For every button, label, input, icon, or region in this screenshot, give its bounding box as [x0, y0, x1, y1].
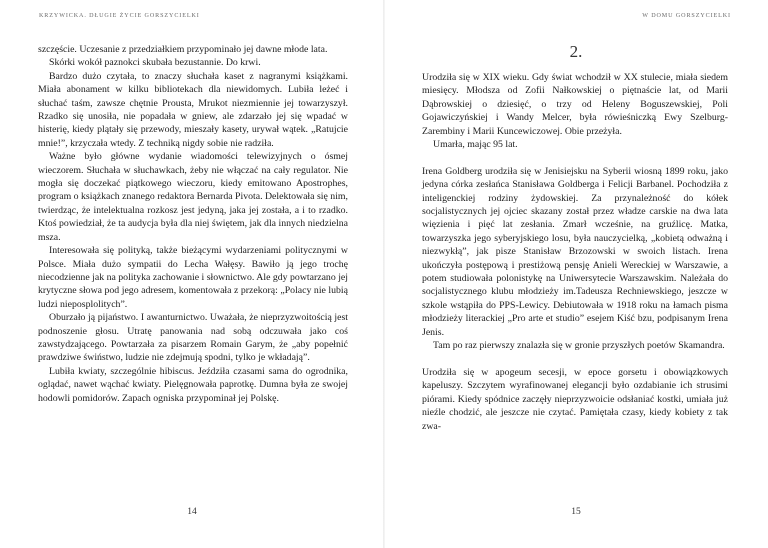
paragraph: Bardzo dużo czytała, to znaczy słuchała kaset z nagranymi książkami. Miała abonament w kilku bibliotekach dla niewidomych. Lubiła leżeć i słuchać taśm, zawsze chętnie Prousta, Mrukot niezmiennie jej towarzyszył. Rzadko się unosiła, nie popadała w gniew, ale zdarzało jej się wpadać w histerię, kiedy plątały się przewody, mieszały kasety, urywał wątek. „Ratujcie mnie!”, krzyczała wtedy. Z techniką nigdy sobie nie radziła.	[38, 70, 348, 149]
paragraph: Irena Goldberg urodziła się w Jenisiejsku na Syberii wiosną 1899 roku, jako jedyna córka zesłańca Stanisława Goldberga i Felicji Barbanel. Pochodziła z inteligenckiej rodziny żydowskiej. Za przynależność do kółek socjalistycznych jej ojciec skazany został przez władze carskie na dwa lata więzienia i pięć lat zesłania. Zmarł wcześnie, na gruźlicę. Matka, towarzyszka jego syberyjskiego losu, była nauczycielką, „kobietą odważną i niezwykłą”, jak pisze Stanisław Brzozowski w swoich listach. Irena ukończyła postępową i prestiżową pensję Anieli Wereckiej w Warszawie, a potem studiowała polonistykę na Uniwersytecie Warszawskim. Należała do socjalistycznego klubu młodzieży im.Tadeusza Rechniewskiego, jeszcze w szkole wstąpiła do PPS-Lewicy. Debiutowała w 1918 roku na łamach pisma młodzieży literackiej „Pro arte et studio” esejem Kiść bzu, podpisanym Irena Jenis.	[422, 165, 728, 338]
running-head-left: KRZYWICKA. DŁUGIE ŻYCIE GORSZYCIELKI	[39, 13, 200, 19]
left-page-text	[38, 43, 348, 405]
right-page-text	[422, 71, 728, 433]
paragraph: Urodziła się w XIX wieku. Gdy świat wchodził w XX stulecie, miała siedem miesięcy. Młodsza od Zofii Nałkowskiej o piętnaście lat, od Marii Dąbrowskiej o dziesięć, o trzy od Heleny Boguszewskiej, Poli Gojawiczyńskiej i Wandy Melcer, była rówieśniczką Ewy Szelburg-Zarembiny i Marii Kuncewiczowej. Obie przeżyła.	[422, 72, 728, 137]
page-number-left: 14	[187, 507, 197, 517]
paragraph: Interesowała się polityką, także bieżącymi wydarzeniami politycznymi w Polsce. Miała dużo sympatii do Lecha Wałęsy. Bawiło ją jego trochę niecodzienne jak na polityka zachowanie i słownictwo. Ale gdy powtarzano jej krytyczne słowa pod jego adresem, komentowała z przekorą: „Polacy nie lubią ludzi nieposplolitych”.	[38, 245, 348, 310]
paragraph: Tam po raz pierwszy znalazła się w gronie przyszłych poetów Skamandra.	[433, 340, 725, 352]
paragraph: Urodziła się w apogeum secesji, w epoce gorsetu i obowiązkowych kapeluszy. Szczytem wyrafinowanej elegancji było ozdabianie ich strusimi piórami. Kiedy spódnice zaczęły nieprzyzwoicie odsłaniać kostki, umiała już nieźle chodzić, ale jeszcze nie czytać. Pamiętała czasy, kiedy kobiety z tak zwa-	[422, 366, 728, 432]
chapter-number: 2.	[569, 42, 583, 61]
page-number-right: 15	[571, 507, 581, 517]
paragraph: Umarła, mając 95 lat.	[433, 139, 518, 151]
paragraph: szczęście. Uczesanie z przedziałkiem przypominało jej dawne młode lata.	[38, 44, 328, 55]
paragraph: Lubiła kwiaty, szczególnie hibiscus. Jeździła czasami sama do ogrodnika, oglądać, nawet wąchać kwiaty. Pielęgnowała paprotkę. Dumna była ze swojej hodowli pomidorów. Zapach ogniska przypominał jej Polskę.	[38, 365, 348, 404]
running-head-right: W DOMU GORSZYCIELKI	[642, 13, 731, 19]
paragraph: Skórki wokół paznokci skubała bezustannie. Do krwi.	[49, 57, 261, 69]
paragraph: Oburzało ją pijaństwo. I awanturnictwo. Uważała, że nieprzyzwoitością jest podnoszenie głosu. Utratę panowania nad sobą odczuwała jako coś zawstydzającego. Powtarzała za pisarzem Romain Garym, że „aby popełnić prawdziwe świństwo, ludzie nie zdejmują spodni, tylko je wkładają”.	[38, 312, 348, 364]
paragraph: Ważne było główne wydanie wiadomości telewizyjnych o ósmej wieczorem. Słuchała w słuchawkach, żeby nie włączać na cały regulator. Nie mogła się doczekać piątkowego wieczoru, kiedy emitowano Apostrophes, program o książkach znanego redaktora Bernarda Pivota. Delektowała się nim, twierdząc, że intelektualna rozkosz jest jedyną, jaka jej została, a i to rzadko. Ktoś powiedział, że ta audycja była dla niej świętem, jak dla innych niedzielna msza.	[38, 151, 348, 243]
right-page	[384, 0, 768, 548]
